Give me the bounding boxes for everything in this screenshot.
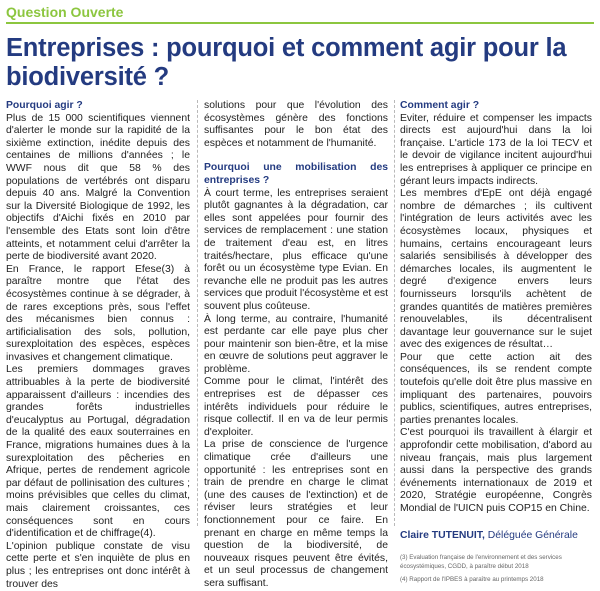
paragraph: À long terme, au contraire, l'humanité est perdante car elle paye plus cher pour maintenir son bien-être, et la mise en œuvre de solutions peut aggraver le problème. <box>204 313 388 375</box>
rubric-label: Question Ouverte <box>6 4 124 20</box>
footnote-3: (3) Evaluation française de l'environnement et des services écosystémiques, CGDD, à paraître début 2018 <box>400 554 562 570</box>
paragraph: La prise de conscience de l'urgence climatique crée d'ailleurs une opportunité : les entreprises sont en train de prendre en charge le climat (une des causes de l'extinction) et de réviser leurs stratégies et leur fonctionnement pour ce faire. En prenant en charge en même temps la question de la biodiversité, de nouveaux risques peuvent être évités, et un seul processus de changement sera suffisant. <box>204 439 388 589</box>
section-heading-why: Pourquoi agir ? <box>6 100 83 111</box>
section-heading-mobilisation: Pourquoi une mobilisation des entreprises ? <box>204 162 388 186</box>
column-1 <box>6 100 190 590</box>
footnote-4: (4) Rapport de l'IPBES à paraître au printemps 2018 <box>400 576 544 583</box>
paragraph: solutions pour que l'évolution des écosystèmes génère des fonctions suffisantes pour le bon état des espèces et notamment de l'humanité. <box>204 100 388 149</box>
column-divider <box>394 100 395 526</box>
column-3 <box>400 100 592 583</box>
paragraph: À court terme, les entreprises seraient plutôt gagnantes à la dégradation, car elles sont appelées pour fournir des services de remplacement : une station de traitement d'eau est, en litres traités/hectare, plus efficace qu'une forêt ou un écosystème type Evian. En revanche elle ne produit pas les autres services que produit l'écosystème et est souvent plus coûteuse. <box>204 187 388 312</box>
column-2 <box>204 100 388 589</box>
section-heading-how: Comment agir ? <box>400 100 480 111</box>
paragraph: Comme pour le climat, l'intérêt des entreprises est de dépasser ces intérêts individuels pour réduire le risque collectif. Il en va de leur permis d'exploiter. <box>204 376 388 438</box>
signature <box>400 530 592 543</box>
column-divider <box>197 100 198 526</box>
paragraph: Plus de 15 000 scientifiques viennent d'alerter le monde sur la rapidité de la sixième extinction, inédite depuis des centaines de millions d'années ; le WWF nous dit que 58 % des populations de vertébrés ont disparu depuis 40 ans. Malgré la Convention sur la Diversité Biologique de 1992, les objectifs d'Aichi fixés en 2010 par l'ensemble des Etats sont loin d'être atteints, et notamment celui d'arrêter la perte de biodiversité avant 2020. <box>6 112 190 263</box>
signature-name: Claire TUTENUIT, <box>400 529 485 541</box>
paragraph: En France, le rapport Efese(3) à paraître montre que l'état des écosystèmes continue à se dégrader, à de rares exceptions près, sous l'effet des mécanismes bien connus : artificialisation des sols, pollution, surexploitation des espèces, espèces invasives et changement climatique. <box>6 263 190 363</box>
article-title: Entreprises : pourquoi et comment agir pour la biodiversité ? <box>6 34 567 91</box>
signature-role: Déléguée Générale <box>487 529 578 541</box>
paragraph: C'est pourquoi ils travaillent à élargir et approfondir cette mobilisation, d'abord au niveau français, mais plus largement aussi dans la perspective des grands événements internationaux de 2019 et 2020, Stratégie européenne, Congrès Mondial de l'UICN puis COP15 en Chine. <box>400 427 592 514</box>
paragraph: L'opinion publique constate de visu cette perte et s'en inquiète de plus en plus ; les entreprises ont donc intérêt à trouver des <box>6 540 190 590</box>
paragraph: Eviter, réduire et compenser les impacts directs est aujourd'hui dans la loi française. L'article 173 de la loi TECV et le devoir de vigilance incitent aujourd'hui les entreprises à appliquer ce principe en gérant leurs impacts indirects. <box>400 112 592 187</box>
paragraph: Pour que cette action ait des conséquences, ils se rendent compte toutefois qu'elle doit être plus massive en impliquant des partenaires, pouvoirs publics, scientifiques, autres entreprises, parties prenantes locales. <box>400 351 592 426</box>
paragraph: Les membres d'EpE ont déjà engagé nombre de démarches ; ils cultivent l'intégration de leurs activités avec les écosystèmes locaux, physiques et humains, certains encourageant leurs salariés sensibilisés à développer des démarches locales, ils augmentent le degré d'exigence envers leurs fournisseurs lorsqu'ils achètent de grandes quantités de matières premières renouvelables, ils décentralisent davantage leur gouvernance sur le sujet avec des exigences de résultat… <box>400 188 592 351</box>
rubric-bar <box>6 2 594 24</box>
footnotes <box>400 554 592 584</box>
paragraph: Les premiers dommages graves attribuables à la perte de biodiversité apparaissent d'ailleurs : incendies des grandes forêts industrielles d'eucalyptus au Portugal, dégradation de la qualité des eaux souterraines en France, migrations humaines dues à la surexploitation des pêcheries en Afrique, pertes de rendement agricole par défaut de pollinisation des cultures ; moins prévisibles que celles du climat, mais clairement croissantes, ces conséquences sont en cours d'identification et de chiffrage(4). <box>6 364 190 540</box>
